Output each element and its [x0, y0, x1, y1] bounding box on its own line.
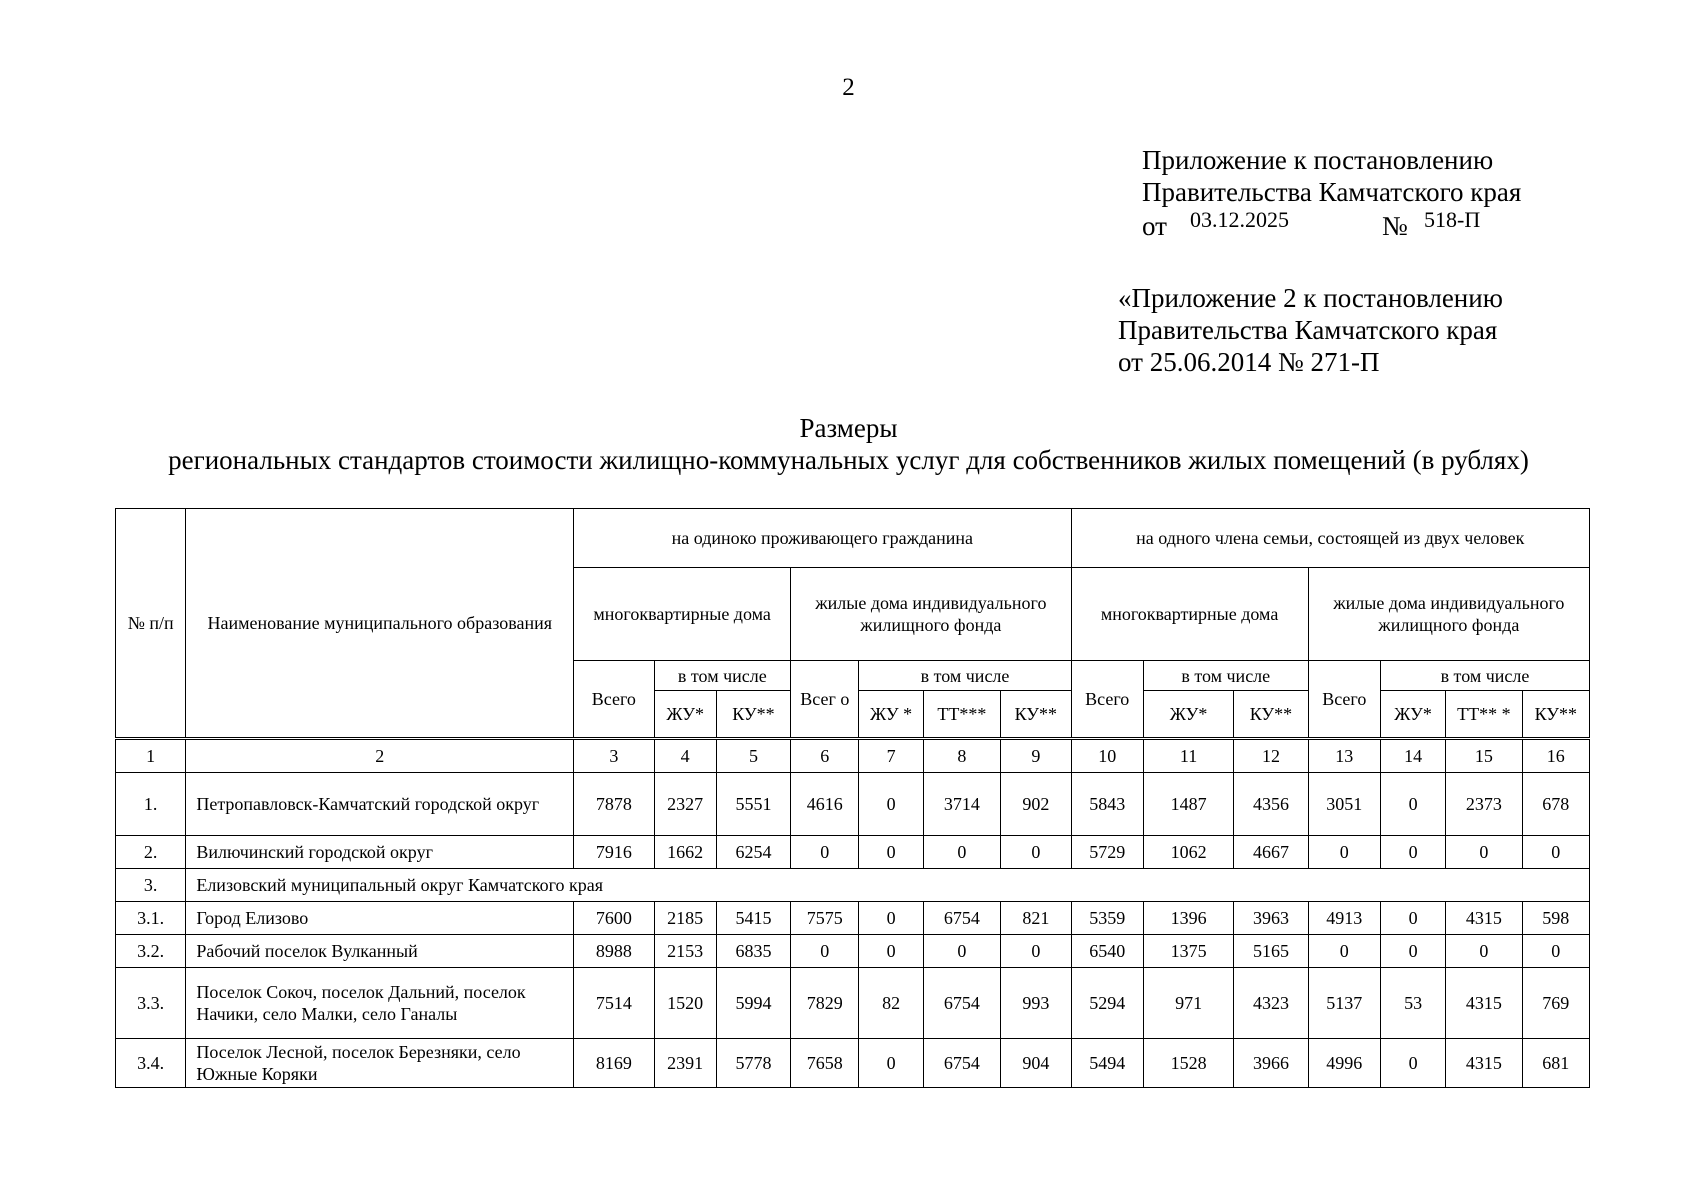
cell-value: 0	[923, 935, 1000, 968]
cell-value: 6540	[1071, 935, 1143, 968]
table-row	[116, 1039, 1590, 1088]
appendix-block	[1142, 144, 1521, 240]
cell-value: 0	[1446, 836, 1522, 869]
cell-value: 5359	[1071, 902, 1143, 935]
cell-value: 7658	[791, 1039, 859, 1088]
cell-value: 0	[859, 773, 923, 836]
header-group-single: на одиноко проживающего гражданина	[574, 509, 1071, 568]
table-row	[116, 968, 1590, 1039]
decree-date: 03.12.2025	[1190, 207, 1289, 232]
column-number: 14	[1380, 739, 1445, 773]
header-tt: ТТ***	[923, 691, 1000, 739]
cell-value: 8169	[574, 1039, 654, 1088]
header-name: Наименование муниципального образования	[186, 509, 574, 739]
cell-value: 2185	[654, 902, 716, 935]
cell-value: 4667	[1234, 836, 1308, 869]
row-number: 3.2.	[116, 935, 186, 968]
header-group-family: на одного члена семьи, состоящей из двух человек	[1071, 509, 1589, 568]
header-family-izhs: жилые дома индивидуального жилищного фонда	[1308, 568, 1589, 661]
cell-value: 2373	[1446, 773, 1522, 836]
table-row	[116, 836, 1590, 869]
cell-value: 2153	[654, 935, 716, 968]
column-number: 4	[654, 739, 716, 773]
header-zhu: ЖУ*	[1380, 691, 1445, 739]
header-incl: в том числе	[1143, 661, 1308, 691]
cell-value: 4996	[1308, 1039, 1380, 1088]
cell-value: 1528	[1143, 1039, 1233, 1088]
cell-value: 5994	[716, 968, 790, 1039]
table-row	[116, 869, 1590, 902]
cell-value: 7878	[574, 773, 654, 836]
header-ku: КУ**	[1234, 691, 1308, 739]
column-number: 9	[1001, 739, 1071, 773]
cell-value: 0	[791, 935, 859, 968]
cell-value: 904	[1001, 1039, 1071, 1088]
cell-value: 0	[1380, 902, 1445, 935]
column-number: 6	[791, 739, 859, 773]
cell-value: 5778	[716, 1039, 790, 1088]
page-number: 2	[842, 74, 855, 101]
cell-value: 4356	[1234, 773, 1308, 836]
row-number: 3.	[116, 869, 186, 902]
number-prefix: №	[1382, 211, 1408, 241]
column-number: 12	[1234, 739, 1308, 773]
header-zhu: ЖУ*	[654, 691, 716, 739]
cell-value: 3966	[1234, 1039, 1308, 1088]
cell-value: 1487	[1143, 773, 1233, 836]
row-name: Елизовский муниципальный округ Камчатского края	[186, 869, 1590, 902]
title-line-2: региональных стандартов стоимости жилищно-коммунальных услуг для собственников жилых помещений (в рублях)	[168, 445, 1529, 475]
row-name: Поселок Сокоч, поселок Дальний, поселок Начики, село Малки, село Ганалы	[186, 968, 574, 1039]
header-total: Всего	[1308, 661, 1380, 739]
cell-value: 82	[859, 968, 923, 1039]
cell-value: 8988	[574, 935, 654, 968]
cell-value: 0	[1380, 1039, 1445, 1088]
appendix-line-1: Приложение к постановлению	[1142, 145, 1494, 175]
cell-value: 3714	[923, 773, 1000, 836]
cell-value: 821	[1001, 902, 1071, 935]
appendix2-block	[1118, 282, 1503, 378]
header-zhu: ЖУ*	[1143, 691, 1233, 739]
column-number: 3	[574, 739, 654, 773]
header-ku: КУ**	[716, 691, 790, 739]
header-tt: ТТ** *	[1446, 691, 1522, 739]
cell-value: 3963	[1234, 902, 1308, 935]
cell-value: 993	[1001, 968, 1071, 1039]
cell-value: 6754	[923, 902, 1000, 935]
cell-value: 1520	[654, 968, 716, 1039]
header-row-1	[116, 509, 1590, 568]
cell-value: 4616	[791, 773, 859, 836]
table-row	[116, 935, 1590, 968]
cell-value: 769	[1522, 968, 1589, 1039]
cell-value: 0	[859, 935, 923, 968]
cell-value: 7575	[791, 902, 859, 935]
cell-value: 971	[1143, 968, 1233, 1039]
cell-value: 0	[859, 836, 923, 869]
row-number: 2.	[116, 836, 186, 869]
column-number: 5	[716, 739, 790, 773]
cell-value: 598	[1522, 902, 1589, 935]
column-number: 15	[1446, 739, 1522, 773]
appendix-dateline	[1142, 208, 1521, 240]
cell-value: 6754	[923, 968, 1000, 1039]
row-name: Поселок Лесной, поселок Березняки, село Южные Коряки	[186, 1039, 574, 1088]
row-name: Вилючинский городской округ	[186, 836, 574, 869]
decree-number: 518-П	[1424, 207, 1481, 232]
cell-value: 1375	[1143, 935, 1233, 968]
cell-value: 7829	[791, 968, 859, 1039]
column-number: 7	[859, 739, 923, 773]
appendix2-line-3: от 25.06.2014 № 271-П	[1118, 347, 1380, 377]
row-number: 3.3.	[116, 968, 186, 1039]
row-number: 3.4.	[116, 1039, 186, 1088]
cell-value: 6254	[716, 836, 790, 869]
appendix-line-2: Правительства Камчатского края	[1142, 177, 1522, 207]
table-row	[116, 773, 1590, 836]
cell-value: 902	[1001, 773, 1071, 836]
appendix2-line-1: «Приложение 2 к постановлению	[1118, 283, 1503, 313]
header-zhu: ЖУ *	[859, 691, 923, 739]
cell-value: 0	[1001, 836, 1071, 869]
header-single-izhs: жилые дома индивидуального жилищного фонда	[791, 568, 1071, 661]
cell-value: 0	[1522, 935, 1589, 968]
row-name: Петропавловск-Камчатский городской округ	[186, 773, 574, 836]
header-num: № п/п	[116, 509, 186, 739]
cell-value: 678	[1522, 773, 1589, 836]
cell-value: 0	[1001, 935, 1071, 968]
cell-value: 4323	[1234, 968, 1308, 1039]
cell-value: 0	[1308, 935, 1380, 968]
cell-value: 0	[1380, 836, 1445, 869]
cell-value: 0	[923, 836, 1000, 869]
cell-value: 5843	[1071, 773, 1143, 836]
header-ku: КУ**	[1001, 691, 1071, 739]
cell-value: 7514	[574, 968, 654, 1039]
cell-value: 0	[1446, 935, 1522, 968]
cell-value: 0	[1380, 773, 1445, 836]
column-number: 10	[1071, 739, 1143, 773]
title-line-1: Размеры	[799, 413, 898, 443]
cell-value: 2391	[654, 1039, 716, 1088]
header-incl: в том числе	[1380, 661, 1589, 691]
header-incl: в том числе	[654, 661, 791, 691]
header-total: Всего	[574, 661, 654, 739]
column-number: 8	[923, 739, 1000, 773]
column-number: 2	[186, 739, 574, 773]
cell-value: 6835	[716, 935, 790, 968]
cell-value: 0	[1380, 935, 1445, 968]
row-number: 1.	[116, 773, 186, 836]
date-prefix: от	[1142, 211, 1167, 241]
cell-value: 0	[791, 836, 859, 869]
header-total: Всег о	[791, 661, 859, 739]
cell-value: 0	[859, 1039, 923, 1088]
cell-value: 0	[1522, 836, 1589, 869]
cell-value: 5415	[716, 902, 790, 935]
cell-value: 4315	[1446, 1039, 1522, 1088]
document-title	[0, 412, 1697, 476]
cell-value: 3051	[1308, 773, 1380, 836]
column-number-row	[116, 739, 1590, 773]
table-row	[116, 902, 1590, 935]
cell-value: 7600	[574, 902, 654, 935]
row-number: 3.1.	[116, 902, 186, 935]
cell-value: 5165	[1234, 935, 1308, 968]
standards-table	[115, 508, 1590, 1088]
cell-value: 7916	[574, 836, 654, 869]
cell-value: 681	[1522, 1039, 1589, 1088]
cell-value: 4913	[1308, 902, 1380, 935]
cell-value: 4315	[1446, 968, 1522, 1039]
cell-value: 0	[859, 902, 923, 935]
cell-value: 1062	[1143, 836, 1233, 869]
row-name: Город Елизово	[186, 902, 574, 935]
cell-value: 2327	[654, 773, 716, 836]
cell-value: 1662	[654, 836, 716, 869]
cell-value: 5494	[1071, 1039, 1143, 1088]
cell-value: 0	[1308, 836, 1380, 869]
cell-value: 5551	[716, 773, 790, 836]
column-number: 11	[1143, 739, 1233, 773]
column-number: 1	[116, 739, 186, 773]
row-name: Рабочий поселок Вулканный	[186, 935, 574, 968]
cell-value: 53	[1380, 968, 1445, 1039]
cell-value: 5729	[1071, 836, 1143, 869]
header-incl: в том числе	[859, 661, 1071, 691]
cell-value: 4315	[1446, 902, 1522, 935]
column-number: 13	[1308, 739, 1380, 773]
header-family-mkd: многоквартирные дома	[1071, 568, 1308, 661]
cell-value: 5294	[1071, 968, 1143, 1039]
column-number: 16	[1522, 739, 1589, 773]
header-ku: КУ**	[1522, 691, 1589, 739]
cell-value: 5137	[1308, 968, 1380, 1039]
header-single-mkd: многоквартирные дома	[574, 568, 791, 661]
header-total: Всего	[1071, 661, 1143, 739]
cell-value: 1396	[1143, 902, 1233, 935]
appendix2-line-2: Правительства Камчатского края	[1118, 315, 1498, 345]
cell-value: 6754	[923, 1039, 1000, 1088]
